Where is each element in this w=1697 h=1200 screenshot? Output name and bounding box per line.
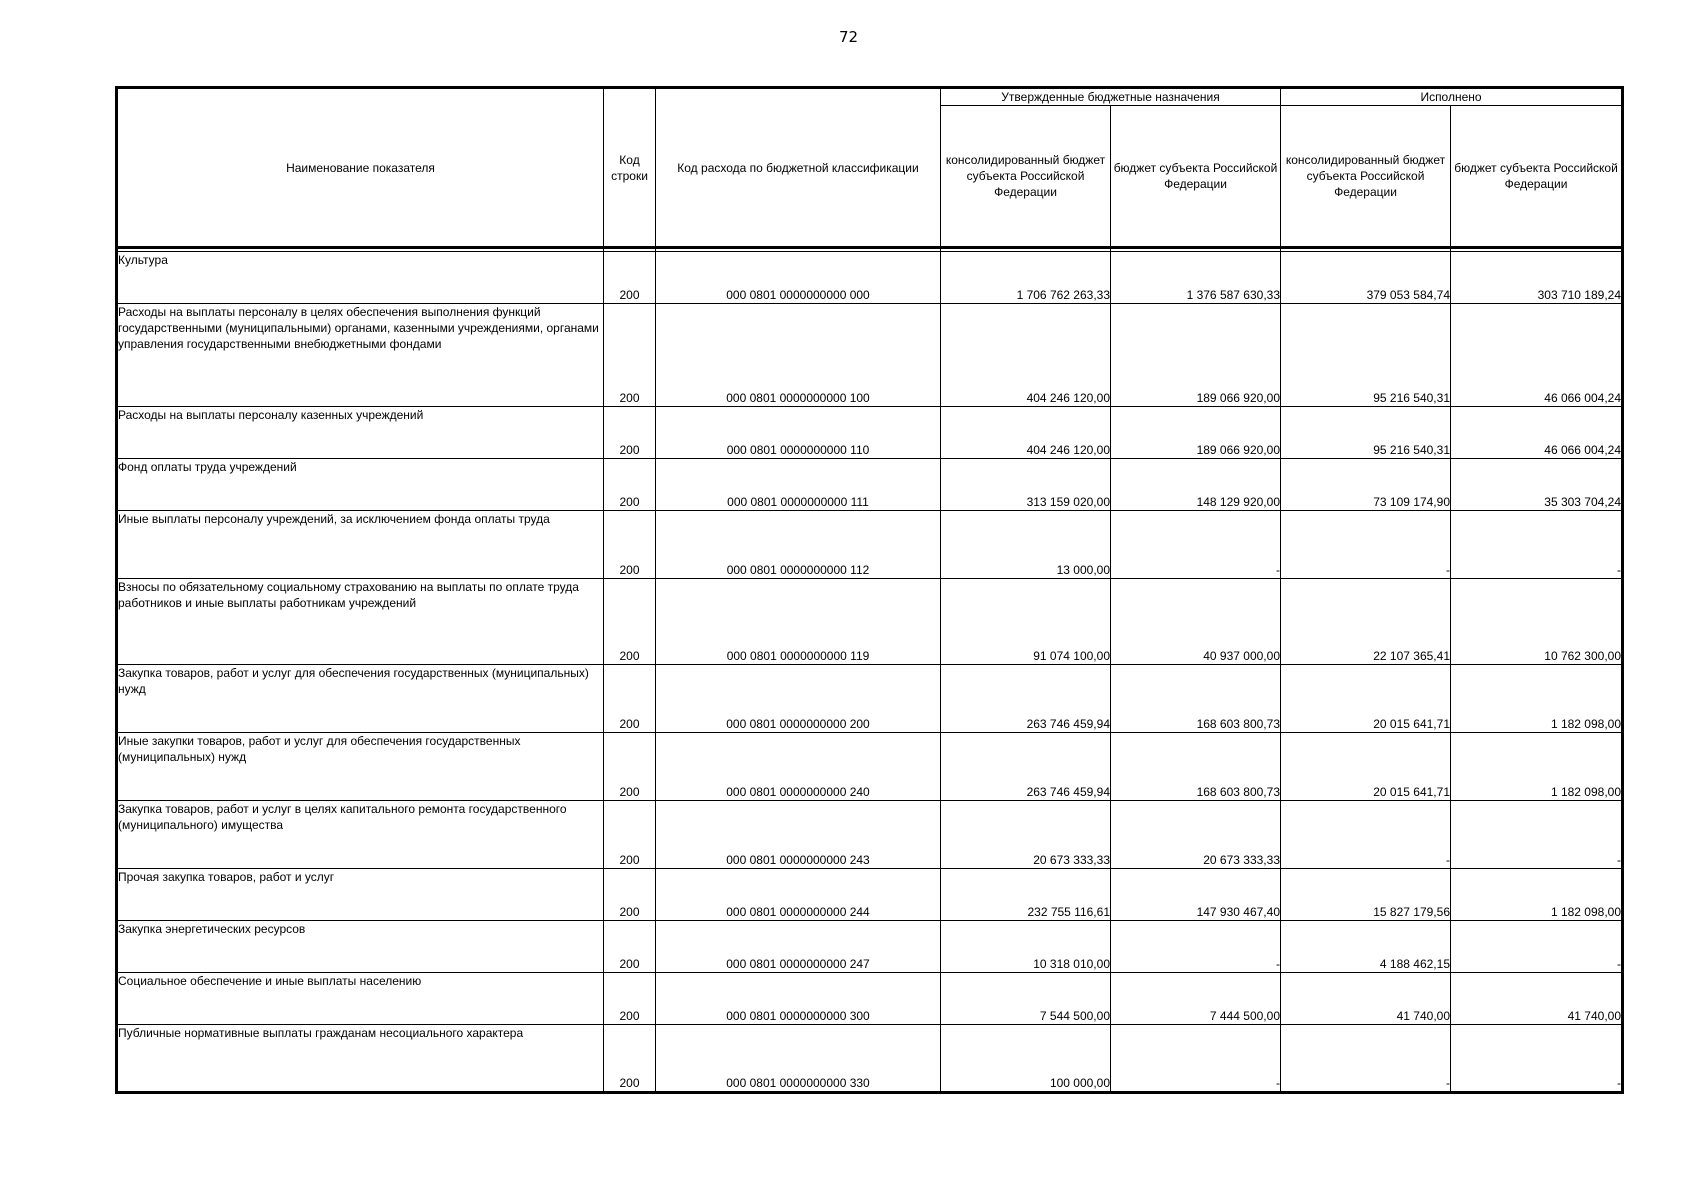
row-executed-consolidated: 73 109 174,90 <box>1281 459 1451 511</box>
row-approved-consolidated: 20 673 333,33 <box>941 801 1111 869</box>
row-executed-consolidated: 20 015 641,71 <box>1281 733 1451 801</box>
row-approved-subject: 189 066 920,00 <box>1111 407 1281 459</box>
row-line-code: 200 <box>604 733 656 801</box>
row-budget-code: 000 0801 0000000000 244 <box>656 869 941 921</box>
table-row <box>117 304 1623 407</box>
row-executed-subject: 41 740,00 <box>1451 973 1623 1025</box>
row-executed-consolidated: 379 053 584,74 <box>1281 252 1451 304</box>
row-budget-code: 000 0801 0000000000 100 <box>656 304 941 407</box>
row-executed-subject: - <box>1451 921 1623 973</box>
row-executed-subject: 1 182 098,00 <box>1451 869 1623 921</box>
row-executed-consolidated: 4 188 462,15 <box>1281 921 1451 973</box>
row-executed-subject: - <box>1451 1025 1623 1093</box>
row-line-code: 200 <box>604 304 656 407</box>
row-name: Расходы на выплаты персоналу в целях обеспечения выполнения функций государственными (муниципальными) органами, казенными учреждениями, органами управления государственными внебюджетными фондами <box>117 304 604 407</box>
row-line-code: 200 <box>604 579 656 665</box>
row-executed-subject: 1 182 098,00 <box>1451 665 1623 733</box>
row-executed-subject: - <box>1451 511 1623 579</box>
table-row <box>117 511 1623 579</box>
row-approved-subject: 148 129 920,00 <box>1111 459 1281 511</box>
row-executed-subject: - <box>1451 801 1623 869</box>
row-executed-consolidated: - <box>1281 1025 1451 1093</box>
header-name: Наименование показателя <box>117 88 604 248</box>
header-approved-subject: бюджет субъекта Российской Федерации <box>1111 106 1281 248</box>
row-budget-code: 000 0801 0000000000 243 <box>656 801 941 869</box>
row-executed-consolidated: 22 107 365,41 <box>1281 579 1451 665</box>
row-line-code: 200 <box>604 921 656 973</box>
row-name: Иные закупки товаров, работ и услуг для обеспечения государственных (муниципальных) нужд <box>117 733 604 801</box>
table-row <box>117 459 1623 511</box>
row-name: Закупка энергетических ресурсов <box>117 921 604 973</box>
page-number: 72 <box>838 28 859 46</box>
row-executed-consolidated: - <box>1281 801 1451 869</box>
row-approved-consolidated: 404 246 120,00 <box>941 407 1111 459</box>
budget-expenditure-table <box>115 86 1624 1094</box>
table-row <box>117 252 1623 304</box>
row-budget-code: 000 0801 0000000000 300 <box>656 973 941 1025</box>
row-approved-subject: - <box>1111 921 1281 973</box>
row-budget-code: 000 0801 0000000000 200 <box>656 665 941 733</box>
row-approved-consolidated: 7 544 500,00 <box>941 973 1111 1025</box>
row-approved-subject: 189 066 920,00 <box>1111 304 1281 407</box>
row-executed-consolidated: 95 216 540,31 <box>1281 407 1451 459</box>
header-executed-consolidated: консолидированный бюджет субъекта Российской Федерации <box>1281 106 1451 248</box>
row-approved-subject: 20 673 333,33 <box>1111 801 1281 869</box>
table-header <box>117 88 1623 252</box>
table-row <box>117 921 1623 973</box>
row-executed-subject: 46 066 004,24 <box>1451 304 1623 407</box>
row-executed-subject: 303 710 189,24 <box>1451 252 1623 304</box>
row-line-code: 200 <box>604 1025 656 1093</box>
row-name: Взносы по обязательному социальному страхованию на выплаты по оплате труда работников и иные выплаты работникам учреждений <box>117 579 604 665</box>
table-row <box>117 869 1623 921</box>
row-approved-subject: 7 444 500,00 <box>1111 973 1281 1025</box>
row-approved-consolidated: 91 074 100,00 <box>941 579 1111 665</box>
row-name: Иные выплаты персоналу учреждений, за исключением фонда оплаты труда <box>117 511 604 579</box>
row-approved-consolidated: 100 000,00 <box>941 1025 1111 1093</box>
table-body <box>117 252 1623 1093</box>
row-name: Публичные нормативные выплаты гражданам несоциального характера <box>117 1025 604 1093</box>
row-budget-code: 000 0801 0000000000 247 <box>656 921 941 973</box>
row-name: Социальное обеспечение и иные выплаты населению <box>117 973 604 1025</box>
row-approved-consolidated: 1 706 762 263,33 <box>941 252 1111 304</box>
header-executed-subject: бюджет субъекта Российской Федерации <box>1451 106 1623 248</box>
row-budget-code: 000 0801 0000000000 240 <box>656 733 941 801</box>
row-approved-subject: 168 603 800,73 <box>1111 733 1281 801</box>
table-row <box>117 1025 1623 1093</box>
row-executed-consolidated: 41 740,00 <box>1281 973 1451 1025</box>
row-line-code: 200 <box>604 459 656 511</box>
row-line-code: 200 <box>604 407 656 459</box>
row-approved-consolidated: 10 318 010,00 <box>941 921 1111 973</box>
row-name: Закупка товаров, работ и услуг для обеспечения государственных (муниципальных) нужд <box>117 665 604 733</box>
row-name: Расходы на выплаты персоналу казенных учреждений <box>117 407 604 459</box>
row-executed-subject: 1 182 098,00 <box>1451 733 1623 801</box>
header-line-code: Код строки <box>604 88 656 248</box>
row-approved-subject: 147 930 467,40 <box>1111 869 1281 921</box>
row-line-code: 200 <box>604 973 656 1025</box>
row-approved-subject: 1 376 587 630,33 <box>1111 252 1281 304</box>
row-name: Прочая закупка товаров, работ и услуг <box>117 869 604 921</box>
row-executed-consolidated: 15 827 179,56 <box>1281 869 1451 921</box>
row-approved-subject: - <box>1111 511 1281 579</box>
row-approved-consolidated: 404 246 120,00 <box>941 304 1111 407</box>
row-line-code: 200 <box>604 801 656 869</box>
row-executed-subject: 35 303 704,24 <box>1451 459 1623 511</box>
row-budget-code: 000 0801 0000000000 000 <box>656 252 941 304</box>
row-budget-code: 000 0801 0000000000 330 <box>656 1025 941 1093</box>
row-executed-subject: 46 066 004,24 <box>1451 407 1623 459</box>
row-approved-consolidated: 313 159 020,00 <box>941 459 1111 511</box>
row-executed-consolidated: - <box>1281 511 1451 579</box>
header-group-approved: Утвержденные бюджетные назначения <box>941 88 1281 106</box>
row-approved-subject: - <box>1111 1025 1281 1093</box>
row-line-code: 200 <box>604 665 656 733</box>
row-executed-consolidated: 20 015 641,71 <box>1281 665 1451 733</box>
table-row <box>117 973 1623 1025</box>
row-line-code: 200 <box>604 869 656 921</box>
table-row <box>117 665 1623 733</box>
table-row <box>117 407 1623 459</box>
row-approved-consolidated: 13 000,00 <box>941 511 1111 579</box>
row-approved-consolidated: 232 755 116,61 <box>941 869 1111 921</box>
row-executed-subject: 10 762 300,00 <box>1451 579 1623 665</box>
header-budget-code: Код расхода по бюджетной классификации <box>656 88 941 248</box>
row-approved-consolidated: 263 746 459,94 <box>941 733 1111 801</box>
row-budget-code: 000 0801 0000000000 110 <box>656 407 941 459</box>
row-budget-code: 000 0801 0000000000 112 <box>656 511 941 579</box>
header-group-executed: Исполнено <box>1281 88 1623 106</box>
table-row <box>117 801 1623 869</box>
row-name: Закупка товаров, работ и услуг в целях капитального ремонта государственного (муниципального) имущества <box>117 801 604 869</box>
table-row <box>117 733 1623 801</box>
row-approved-subject: 40 937 000,00 <box>1111 579 1281 665</box>
row-executed-consolidated: 95 216 540,31 <box>1281 304 1451 407</box>
row-budget-code: 000 0801 0000000000 111 <box>656 459 941 511</box>
row-approved-consolidated: 263 746 459,94 <box>941 665 1111 733</box>
row-budget-code: 000 0801 0000000000 119 <box>656 579 941 665</box>
table-row <box>117 579 1623 665</box>
row-line-code: 200 <box>604 252 656 304</box>
row-approved-subject: 168 603 800,73 <box>1111 665 1281 733</box>
row-name: Фонд оплаты труда учреждений <box>117 459 604 511</box>
header-approved-consolidated: консолидированный бюджет субъекта Российской Федерации <box>941 106 1111 248</box>
row-name: Культура <box>117 252 604 304</box>
row-line-code: 200 <box>604 511 656 579</box>
